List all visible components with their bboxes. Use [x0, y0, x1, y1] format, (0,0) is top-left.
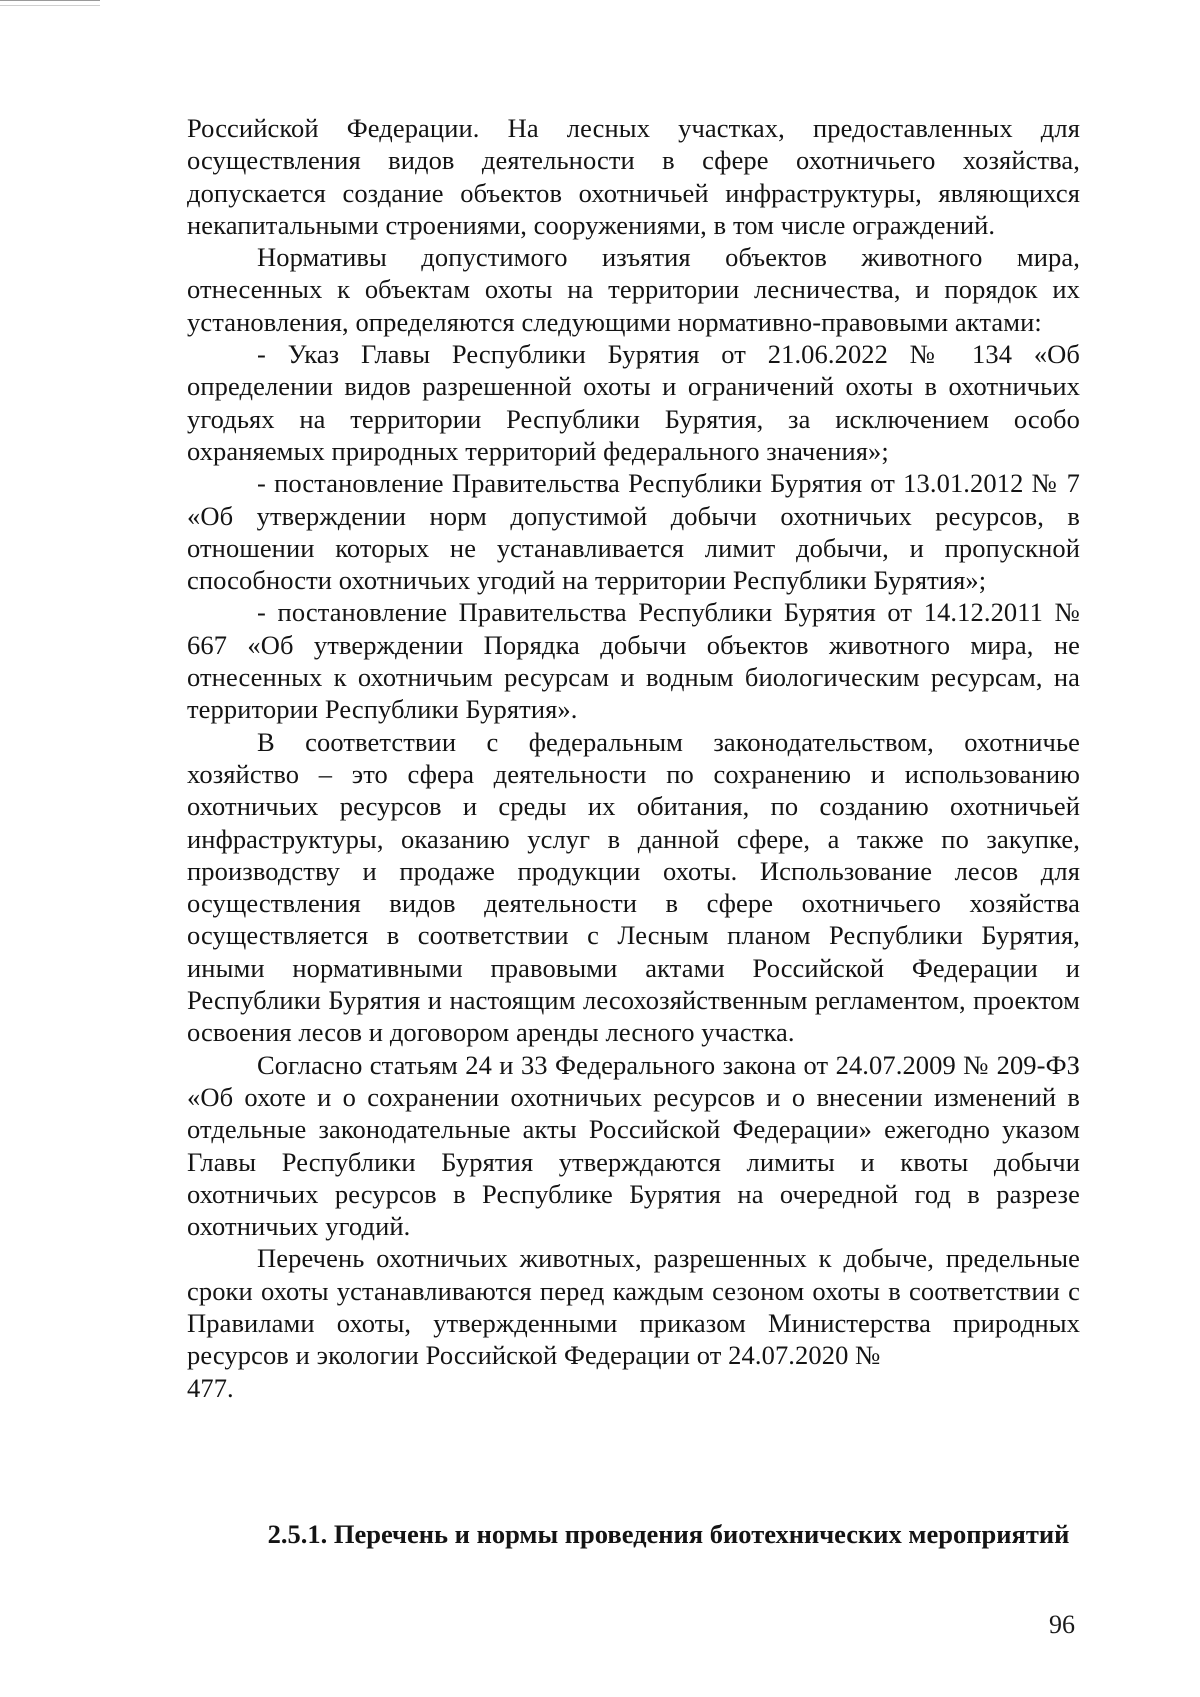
scan-edge-mark — [0, 0, 100, 6]
paragraph-hunting-rules: Перечень охотничьих животных, разрешенных к добыче, предельные сроки охоты устанавливаются перед каждым сезоном охоты в соответствии с Правилами охоты, утвержденными приказом Министерства природных ресурсов и экологии Российской Федерации от 24.07.2020 № — [187, 1243, 1080, 1371]
list-item-decree: - Указ Главы Республики Бурятия от 21.06.2022 № 134 «Об определении видов разрешенной охоты и ограничений охоты в охотничьих угодьях на территории Республики Бурятия, за исключением особо охраняемых природных территорий федерального значения»; — [187, 339, 1080, 466]
paragraph-federal-law: Согласно статьям 24 и 33 Федерального закона от 24.07.2009 № 209-ФЗ «Об охоте и о сохранении охотничьих ресурсов и о внесении изменений в отдельные законодательные акты Российской Федерации» ежегодно указом Главы Республики Бурятия утверждаются лимиты и квоты добычи охотничьих ресурсов в Республике Бурятия на очередной год в разрезе охотничьих угодий. — [187, 1049, 1080, 1242]
section-heading: 2.5.1. Перечень и нормы проведения биотехнических мероприятий — [267, 1519, 1070, 1549]
paragraph-2: Нормативы допустимого изъятия объектов животного мира, отнесенных к объектам охоты на территории лесничества, и порядок их установления, определяются следующими нормативно-правовыми актами: — [187, 242, 1080, 337]
paragraph-hunting-economy: В соответствии с федеральным законодательством, охотничье хозяйство – это сфера деятельности по сохранению и использованию охотничьих ресурсов и среды их обитания, по созданию охотничьей инфраструктуры, оказанию услуг в данной сфере, а также по закупке, производству и продаже продукции охоты. Использование лесов для осуществления видов деятельности в сфере охотничьего хозяйства осуществляется в соответствии с Лесным планом Республики Бурятия, иными нормативными правовыми актами Российской Федерации и Республики Бурятия и настоящим лесохозяйственным регламентом, проектом освоения лесов и договором аренды лесного участка. — [187, 726, 1080, 1048]
paragraph-1: Российской Федерации. На лесных участках, предоставленных для осуществления видов деятельности в сфере охотничьего хозяйства, допускается создание объектов охотничьей инфраструктуры, являющихся некапитальными строениями, сооружениями, в том числе ограждений. — [187, 113, 1080, 240]
paragraph-hunting-rules-end: 477. — [187, 1372, 234, 1403]
document-body — [187, 112, 1080, 1404]
list-item-resolution-667: - постановление Правительства Республики Бурятия от 14.12.2011 № 667 «Об утверждении Порядка добычи объектов животного мира, не отнесенных к охотничьим ресурсам и водным биологическим ресурсам, на территории Республики Бурятия». — [187, 597, 1080, 725]
list-item-resolution-7: - постановление Правительства Республики Бурятия от 13.01.2012 № 7 «Об утверждении норм допустимой добычи охотничьих ресурсов, в отношении которых не устанавливается лимит добычи, и пропускной способности охотничьих угодий на территории Республики Бурятия»; — [187, 468, 1080, 596]
page-number: 96 — [1049, 1610, 1075, 1639]
